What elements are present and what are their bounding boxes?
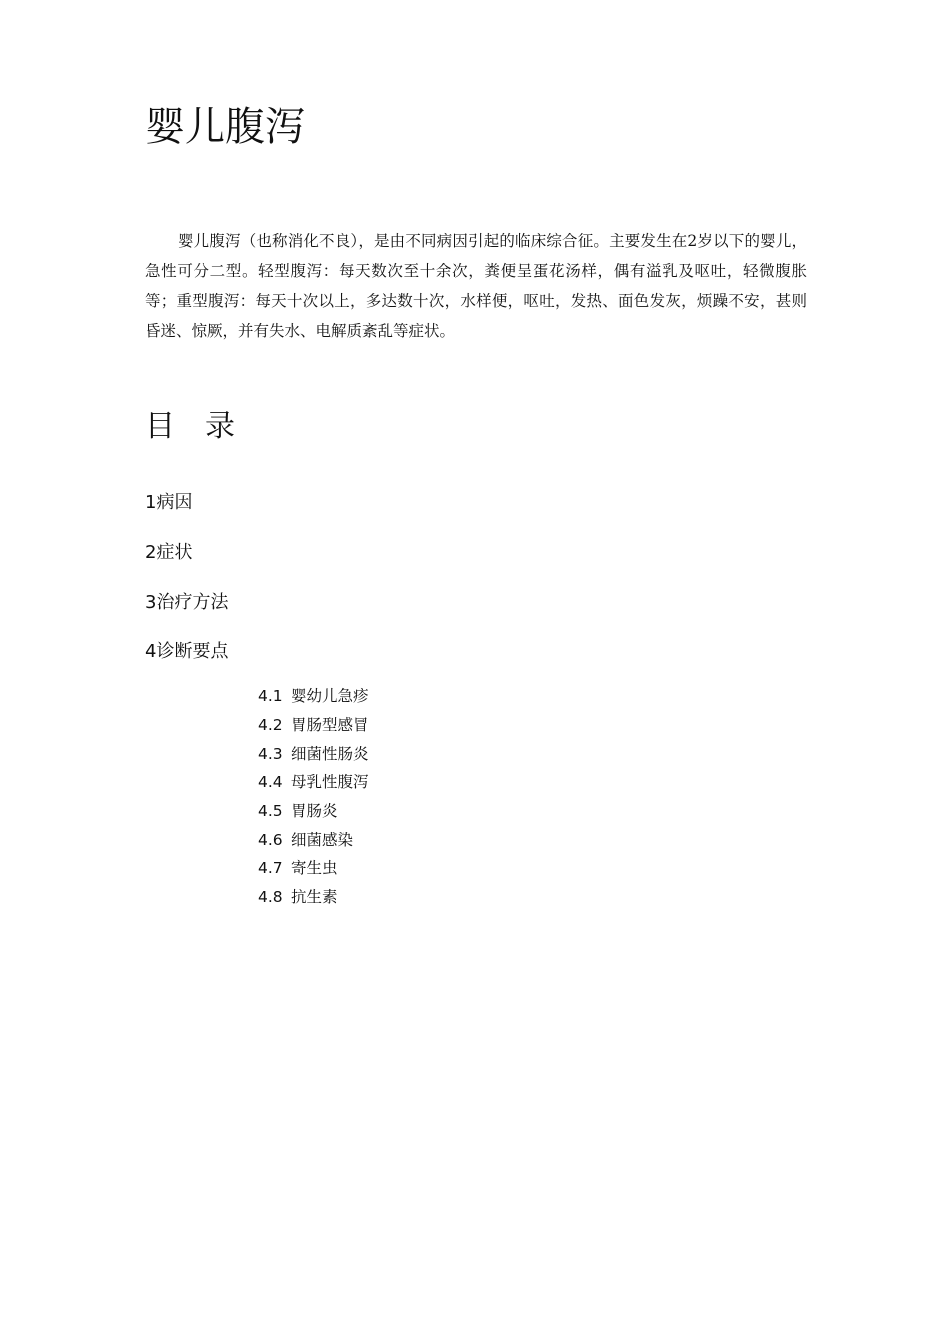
toc-subitem-label: 寄生虫 bbox=[291, 859, 338, 877]
toc-item-cause[interactable]: 1病因 bbox=[145, 492, 193, 513]
page-title: 婴儿腹泻 bbox=[145, 104, 305, 150]
toc-subitem[interactable] bbox=[258, 714, 369, 736]
toc-subitem-number: 4.4 bbox=[258, 773, 283, 791]
toc-item-treatment[interactable]: 3治疗方法 bbox=[145, 592, 229, 613]
toc-item-diagnosis[interactable]: 4诊断要点 bbox=[145, 641, 229, 662]
toc-subitem[interactable] bbox=[258, 743, 369, 765]
toc-subitem[interactable] bbox=[258, 771, 369, 793]
toc-subitem[interactable] bbox=[258, 829, 353, 851]
toc-subitem-label: 胃肠炎 bbox=[291, 802, 338, 820]
toc-subitem-number: 4.6 bbox=[258, 831, 283, 849]
toc-subitem-number: 4.2 bbox=[258, 716, 283, 734]
intro-paragraph: 婴儿腹泻（也称消化不良），是由不同病因引起的临床综合征。主要发生在2岁以下的婴儿，急性可分二型。轻型腹泻：每天数次至十余次，粪便呈蛋花汤样，偶有溢乳及呕吐，轻微腹胀等；重型腹泻：每天十次以上，多达数十次，水样便，呕吐，发热、面色发灰，烦躁不安，甚则昏迷、惊厥，并有失水、电解质紊乱等症状。 bbox=[145, 232, 807, 340]
toc-subitem-label: 胃肠型感冒 bbox=[291, 716, 369, 734]
toc-subitem[interactable] bbox=[258, 800, 338, 822]
toc-subitem-label: 婴幼儿急疹 bbox=[291, 687, 369, 705]
toc-heading: 目录 bbox=[145, 409, 265, 444]
toc-subitem[interactable] bbox=[258, 886, 338, 908]
toc-subitem-number: 4.3 bbox=[258, 745, 283, 763]
toc-subitem-label: 细菌性肠炎 bbox=[291, 745, 369, 763]
toc-subitem-number: 4.7 bbox=[258, 859, 283, 877]
toc-subitem-number: 4.5 bbox=[258, 802, 283, 820]
toc-subitem[interactable] bbox=[258, 857, 338, 879]
toc-subitem-label: 母乳性腹泻 bbox=[291, 773, 369, 791]
toc-subitem-number: 4.1 bbox=[258, 687, 283, 705]
toc-subitem-label: 抗生素 bbox=[291, 888, 338, 906]
toc-subitem-label: 细菌感染 bbox=[291, 831, 354, 849]
toc-subitem-number: 4.8 bbox=[258, 888, 283, 906]
toc-subitem[interactable] bbox=[258, 685, 369, 707]
toc-item-symptoms[interactable]: 2症状 bbox=[145, 542, 193, 563]
